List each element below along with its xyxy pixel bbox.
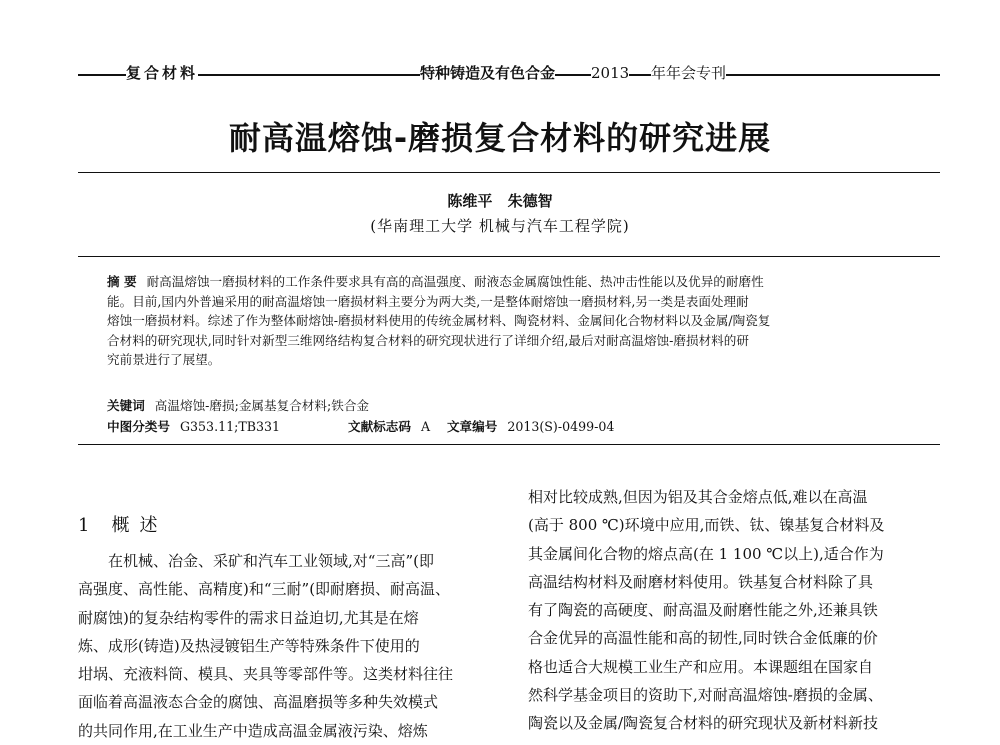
body-column-left xyxy=(78,547,492,745)
title-rule xyxy=(78,172,940,173)
clc-label: 中图分类号 xyxy=(107,419,170,434)
header-issue: 年年会专刊 xyxy=(651,64,727,82)
body-line: 然科学基金项目的资助下,对耐高温熔蚀-磨损的金属、 xyxy=(528,686,883,705)
body-line: 耐腐蚀)的复杂结构零件的需求日益迫切,尤其是在熔 xyxy=(78,608,419,627)
keywords xyxy=(107,395,369,414)
header-section: 复合材料 xyxy=(126,64,199,82)
affiliation: (华南理工大学 机械与汽车工程学院) xyxy=(370,217,630,235)
body-line: 炼、成形(铸造)及热浸镀铝生产等特殊条件下使用的 xyxy=(78,636,420,655)
abstract-line: 能。目前,国内外普遍采用的耐高温熔蚀一磨损材料主要分为两大类,一是整体耐熔蚀一磨损材料,另一类是表面处理耐 xyxy=(107,293,749,309)
abstract xyxy=(107,272,915,370)
body-line: (高于 800 ℃)环境中应用,而铁、钛、镍基复合材料及 xyxy=(528,516,885,535)
abstract-bottom-rule xyxy=(78,444,940,445)
section-heading xyxy=(78,511,167,537)
body-line: 相对比较成熟,但因为铝及其合金熔点低,难以在高温 xyxy=(528,488,868,506)
body-line: 高强度、高性能、高精度)和“三耐”(即耐磨损、耐高温、 xyxy=(78,580,451,599)
keywords-label: 关键词 xyxy=(107,398,145,413)
abstract-line: 合材料的研究现状,同时针对新型三维网络结构复合材料的研究现状进行了详细介绍,最后对耐高温熔蚀-磨损材料的研 xyxy=(107,332,749,348)
doc-code-label: 文献标志码 xyxy=(347,419,411,434)
running-header xyxy=(78,61,940,87)
body-line: 面临着高温液态合金的腐蚀、高温磨损等多种失效模式 xyxy=(78,693,439,712)
abstract-line: 熔蚀一磨损材料。综述了作为整体耐熔蚀-磨损材料使用的传统金属材料、陶瓷材料、金属间化合物材料以及金属/陶瓷复 xyxy=(107,313,771,329)
header-year: 2013 xyxy=(591,64,630,82)
paper-title: 耐高温熔蚀-磨损复合材料的研究进展 xyxy=(228,119,772,157)
body-line: 的共同作用,在工业生产中造成高温金属液污染、熔炼 xyxy=(78,721,428,740)
keywords-text: 高温熔蚀-磨损;金属基复合材料;铁合金 xyxy=(154,398,370,413)
body-line: 坩埚、充液料筒、模具、夹具等零部件等。这类材料往往 xyxy=(78,665,454,684)
abstract-line: 究前景进行了展望。 xyxy=(107,352,221,368)
header-journal: 特种铸造及有色合金 xyxy=(420,64,556,82)
authors: 陈维平 朱德智 xyxy=(447,192,553,210)
abstract-line: 摘 要 耐高温熔蚀一磨损材料的工作条件要求具有高的高温强度、耐液态金属腐蚀性能、热冲击性能以及优异的耐磨性 xyxy=(107,274,764,289)
body-line: 其金属间化合物的熔点高(在 1 100 ℃以上),适合作为 xyxy=(528,544,884,563)
body-line: 陶瓷以及金属/陶瓷复合材料的研究现状及新材料新技 xyxy=(528,714,879,733)
body-line: 在机械、冶金、采矿和汽车工业领域,对“三高”(即 xyxy=(108,552,434,570)
article-number-value: 2013(S)-0499-04 xyxy=(507,419,615,434)
abstract-top-rule xyxy=(78,256,940,257)
classification-line xyxy=(107,416,614,435)
body-line: 高温结构材料及耐磨材料使用。铁基复合材料除了具 xyxy=(528,572,874,591)
body-line: 有了陶瓷的高硬度、耐高温及耐磨性能之外,还兼具铁 xyxy=(528,601,878,620)
doc-code-value: A xyxy=(420,419,431,434)
clc-value: G353.11;TB331 xyxy=(179,419,281,434)
section-number: 1 xyxy=(78,515,90,536)
abstract-label: 摘 要 xyxy=(107,274,137,289)
body-line: 格也适合大规模工业生产和应用。本课题组在国家自 xyxy=(528,657,874,676)
section-title: 概述 xyxy=(111,515,168,536)
body-column-right xyxy=(528,483,942,738)
body-line: 合金优异的高温性能和高的韧性,同时铁合金低廉的价 xyxy=(528,629,878,648)
article-number-label: 文章编号 xyxy=(446,419,498,434)
